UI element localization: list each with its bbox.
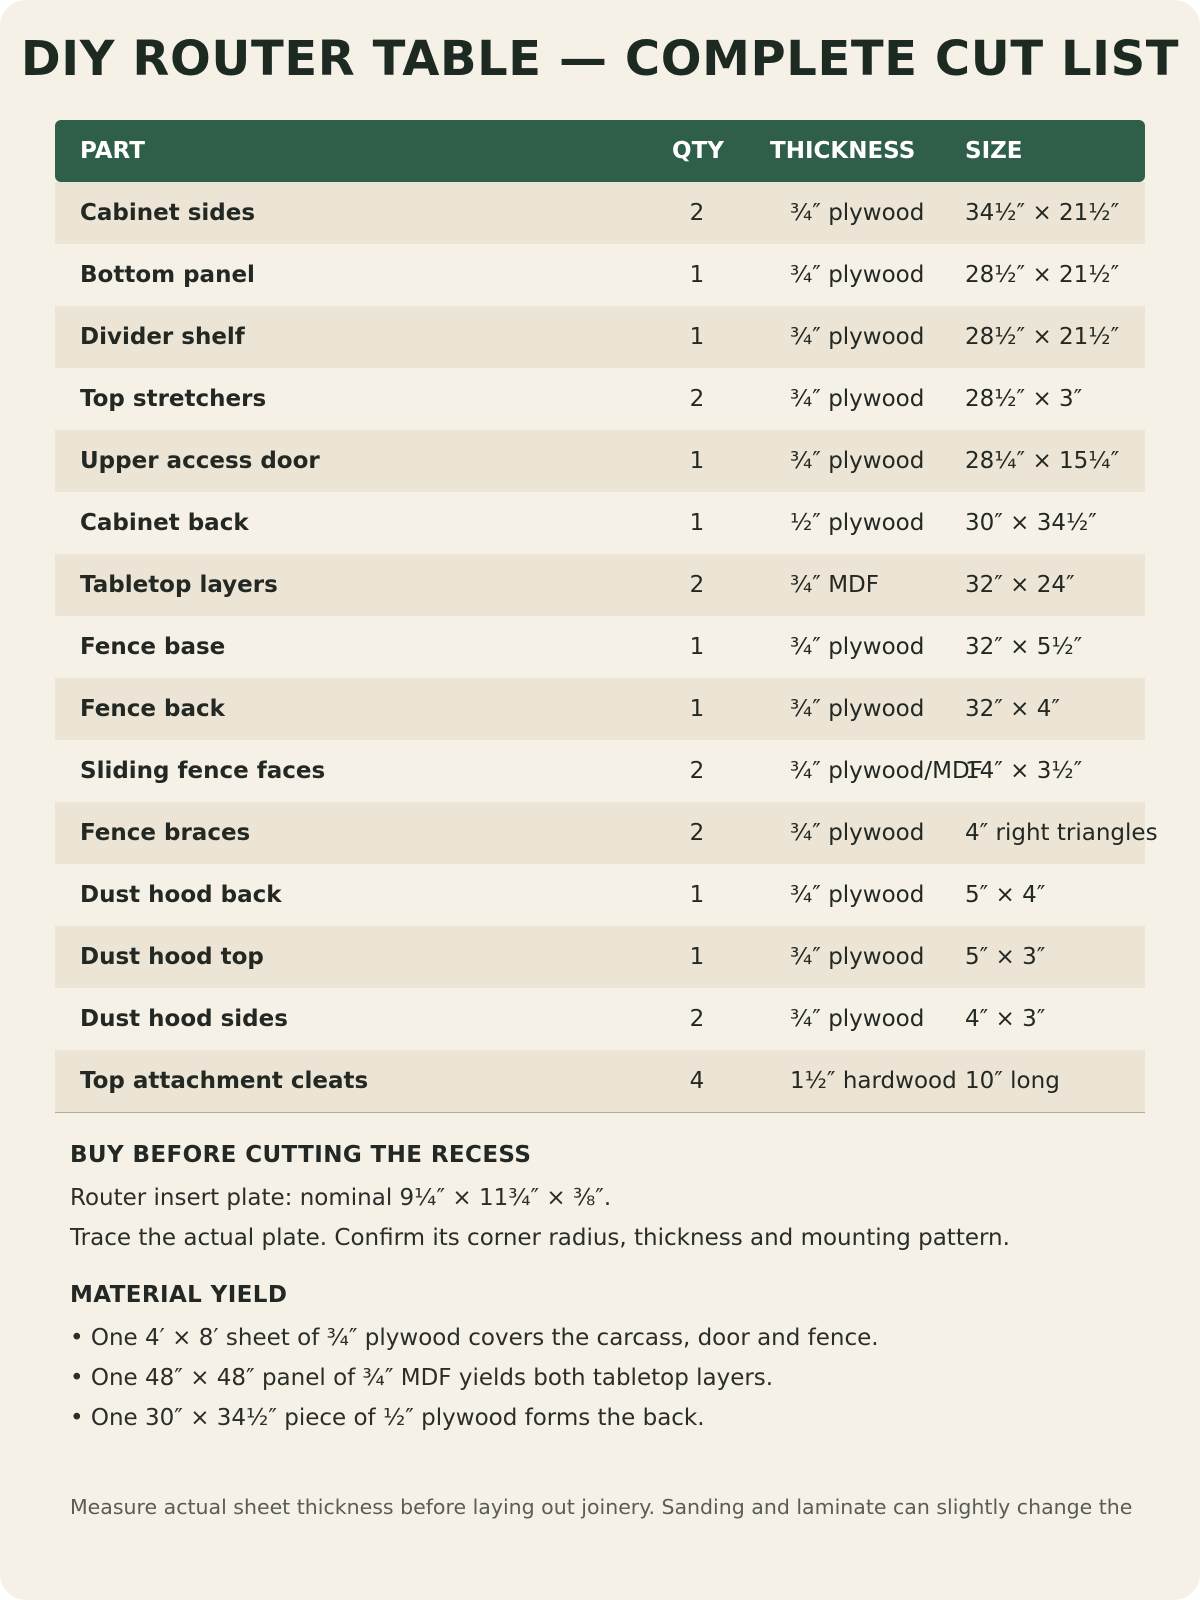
qty-cell: 2 — [689, 820, 705, 846]
size-cell: 32″ × 5½″ — [965, 634, 1083, 660]
table-row — [55, 926, 1145, 988]
part-cell: Fence back — [80, 696, 225, 722]
size-cell: 14″ × 3½″ — [965, 758, 1083, 784]
table-row — [55, 802, 1158, 864]
qty-cell: 1 — [689, 510, 705, 536]
size-cell: 34½″ × 21½″ — [965, 200, 1120, 226]
yield-item: • One 4′ × 8′ sheet of ¾″ plywood covers the carcass, door and fence. — [70, 1325, 879, 1351]
column-header-size: SIZE — [965, 138, 1023, 164]
table-header-row — [55, 120, 1145, 182]
table-row — [55, 306, 1145, 368]
size-cell: 28½″ × 3″ — [965, 386, 1083, 412]
cut-list-table — [55, 120, 1158, 1113]
thickness-cell: ¾″ plywood — [790, 386, 925, 412]
thickness-cell: ½″ plywood — [790, 510, 925, 536]
thickness-cell: ¾″ plywood — [790, 696, 925, 722]
table-row — [55, 678, 1145, 740]
part-cell: Top stretchers — [80, 386, 267, 412]
thickness-cell: ¾″ plywood/MDF — [790, 758, 983, 784]
yield-heading: MATERIAL YIELD — [70, 1282, 288, 1308]
qty-cell: 4 — [689, 1068, 705, 1094]
notes-section — [70, 1140, 1180, 1438]
size-cell: 4″ × 3″ — [965, 1006, 1046, 1032]
column-header-qty: QTY — [672, 138, 724, 164]
part-cell: Divider shelf — [80, 324, 245, 350]
part-cell: Tabletop layers — [80, 572, 278, 598]
table-row — [55, 616, 1145, 678]
part-cell: Dust hood back — [80, 882, 282, 908]
part-cell: Top attachment cleats — [80, 1068, 369, 1094]
part-cell: Fence base — [80, 634, 226, 660]
thickness-cell: ¾″ plywood — [790, 820, 925, 846]
thickness-cell: ¾″ MDF — [790, 572, 879, 598]
table-row — [55, 988, 1145, 1050]
buy-line-2: Trace the actual plate. Confirm its corner radius, thickness and mounting pattern. — [70, 1225, 1010, 1251]
column-header-part: PART — [80, 138, 145, 164]
column-header-thickness: THICKNESS — [770, 138, 916, 164]
table-body — [55, 182, 1158, 1112]
part-cell: Dust hood sides — [80, 1006, 288, 1032]
buy-line-1: Router insert plate: nominal 9¼″ × 11¾″ × ⅜″. — [70, 1185, 612, 1211]
table-row — [55, 368, 1145, 430]
table-row — [55, 864, 1145, 926]
table-row — [55, 244, 1145, 306]
qty-cell: 1 — [689, 696, 705, 722]
qty-cell: 2 — [689, 572, 705, 598]
size-cell: 4″ right triangles — [965, 820, 1158, 846]
size-cell: 28½″ × 21½″ — [965, 262, 1120, 288]
yield-item: • One 30″ × 34½″ piece of ½″ plywood forms the back. — [70, 1405, 705, 1431]
table-row — [55, 430, 1145, 492]
size-cell: 10″ long — [965, 1068, 1060, 1094]
yield-item: • One 48″ × 48″ panel of ¾″ MDF yields both tabletop layers. — [70, 1365, 774, 1391]
qty-cell: 1 — [689, 944, 705, 970]
thickness-cell: 1½″ hardwood — [790, 1068, 957, 1094]
table-row — [55, 182, 1145, 244]
thickness-cell: ¾″ plywood — [790, 944, 925, 970]
qty-cell: 1 — [689, 324, 705, 350]
qty-cell: 2 — [689, 1006, 705, 1032]
qty-cell: 1 — [689, 882, 705, 908]
thickness-cell: ¾″ plywood — [790, 882, 925, 908]
qty-cell: 1 — [689, 448, 705, 474]
qty-cell: 1 — [689, 634, 705, 660]
qty-cell: 1 — [689, 262, 705, 288]
table-row — [55, 492, 1145, 554]
thickness-cell: ¾″ plywood — [790, 324, 925, 350]
part-cell: Cabinet back — [80, 510, 249, 536]
yield-list — [70, 1318, 1180, 1438]
part-cell: Dust hood top — [80, 944, 264, 970]
thickness-cell: ¾″ plywood — [790, 262, 925, 288]
part-cell: Cabinet sides — [80, 200, 256, 226]
footnote: Measure actual sheet thickness before laying out joinery. Sanding and laminate can slightly change the — [70, 1495, 1133, 1519]
thickness-cell: ¾″ plywood — [790, 200, 925, 226]
qty-cell: 2 — [689, 758, 705, 784]
buy-section — [70, 1140, 1180, 1258]
size-cell: 5″ × 3″ — [965, 944, 1046, 970]
page-title: DIY ROUTER TABLE — COMPLETE CUT LIST — [20, 31, 1180, 87]
size-cell: 32″ × 24″ — [965, 572, 1075, 598]
part-cell: Sliding fence faces — [80, 758, 326, 784]
part-cell: Bottom panel — [80, 262, 255, 288]
size-cell: 28½″ × 21½″ — [965, 324, 1120, 350]
buy-heading: BUY BEFORE CUTTING THE RECESS — [70, 1142, 532, 1168]
table-row — [55, 554, 1145, 616]
size-cell: 5″ × 4″ — [965, 882, 1046, 908]
table-row — [55, 740, 1145, 802]
part-cell: Fence braces — [80, 820, 251, 846]
size-cell: 32″ × 4″ — [965, 696, 1060, 722]
part-cell: Upper access door — [80, 448, 320, 474]
thickness-cell: ¾″ plywood — [790, 1006, 925, 1032]
table-row — [55, 1050, 1145, 1112]
qty-cell: 2 — [689, 200, 705, 226]
thickness-cell: ¾″ plywood — [790, 634, 925, 660]
size-cell: 30″ × 34½″ — [965, 510, 1097, 536]
size-cell: 28¼″ × 15¼″ — [965, 448, 1120, 474]
yield-section — [70, 1280, 1180, 1438]
qty-cell: 2 — [689, 386, 705, 412]
thickness-cell: ¾″ plywood — [790, 448, 925, 474]
